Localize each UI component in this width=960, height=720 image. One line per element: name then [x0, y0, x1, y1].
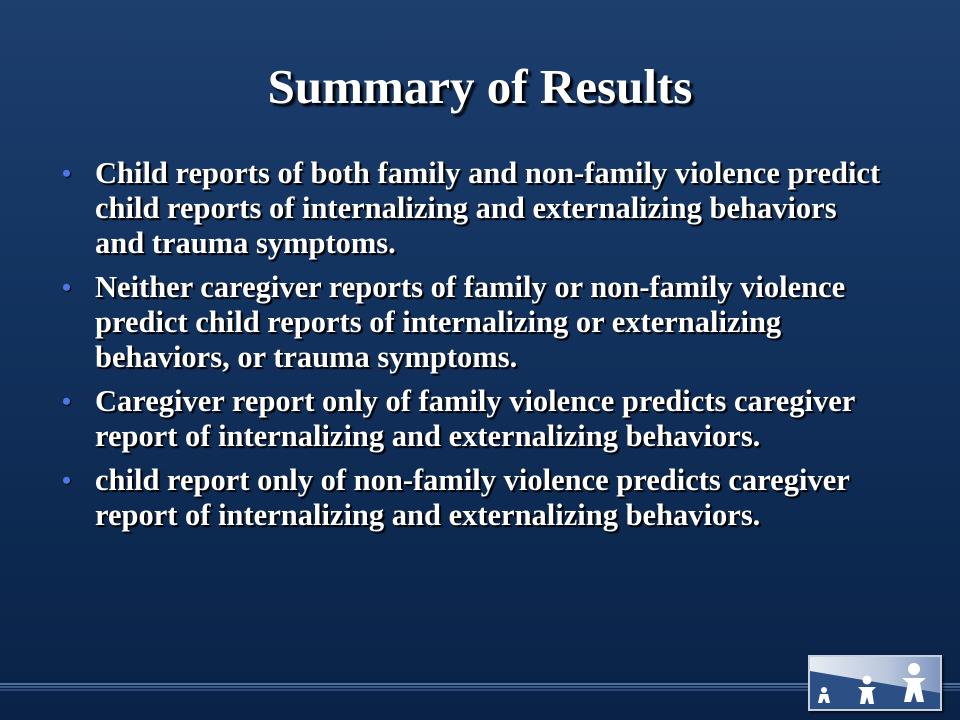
small-figure-icon	[818, 687, 830, 703]
bullet-item	[62, 156, 892, 261]
bullet-list	[62, 156, 892, 542]
bullet-item	[62, 270, 892, 375]
bullet-icon: •	[62, 273, 72, 302]
bullet-icon: •	[62, 466, 72, 495]
bullet-text: Caregiver report only of family violence predicts caregiver report of internalizing and externalizing behaviors.	[95, 384, 855, 453]
bullet-text: Neither caregiver reports of family or non-family violence predict child reports of internalizing or externalizing behaviors, or trauma symptoms.	[95, 270, 846, 374]
bullet-text: child report only of non-family violence predicts caregiver report of internalizing and externalizing behaviors.	[95, 463, 850, 532]
bullet-icon: •	[62, 159, 72, 188]
bullet-text: Child reports of both family and non-family violence predict child reports of internalizing and externalizing behaviors and trauma symptoms.	[95, 156, 881, 260]
bullet-icon: •	[62, 387, 72, 416]
slide-title: Summary of Results	[267, 59, 693, 114]
bullet-item	[62, 384, 892, 454]
logo-graphic	[810, 657, 940, 709]
bullet-item	[62, 463, 892, 533]
family-figures-logo-icon	[808, 655, 942, 711]
